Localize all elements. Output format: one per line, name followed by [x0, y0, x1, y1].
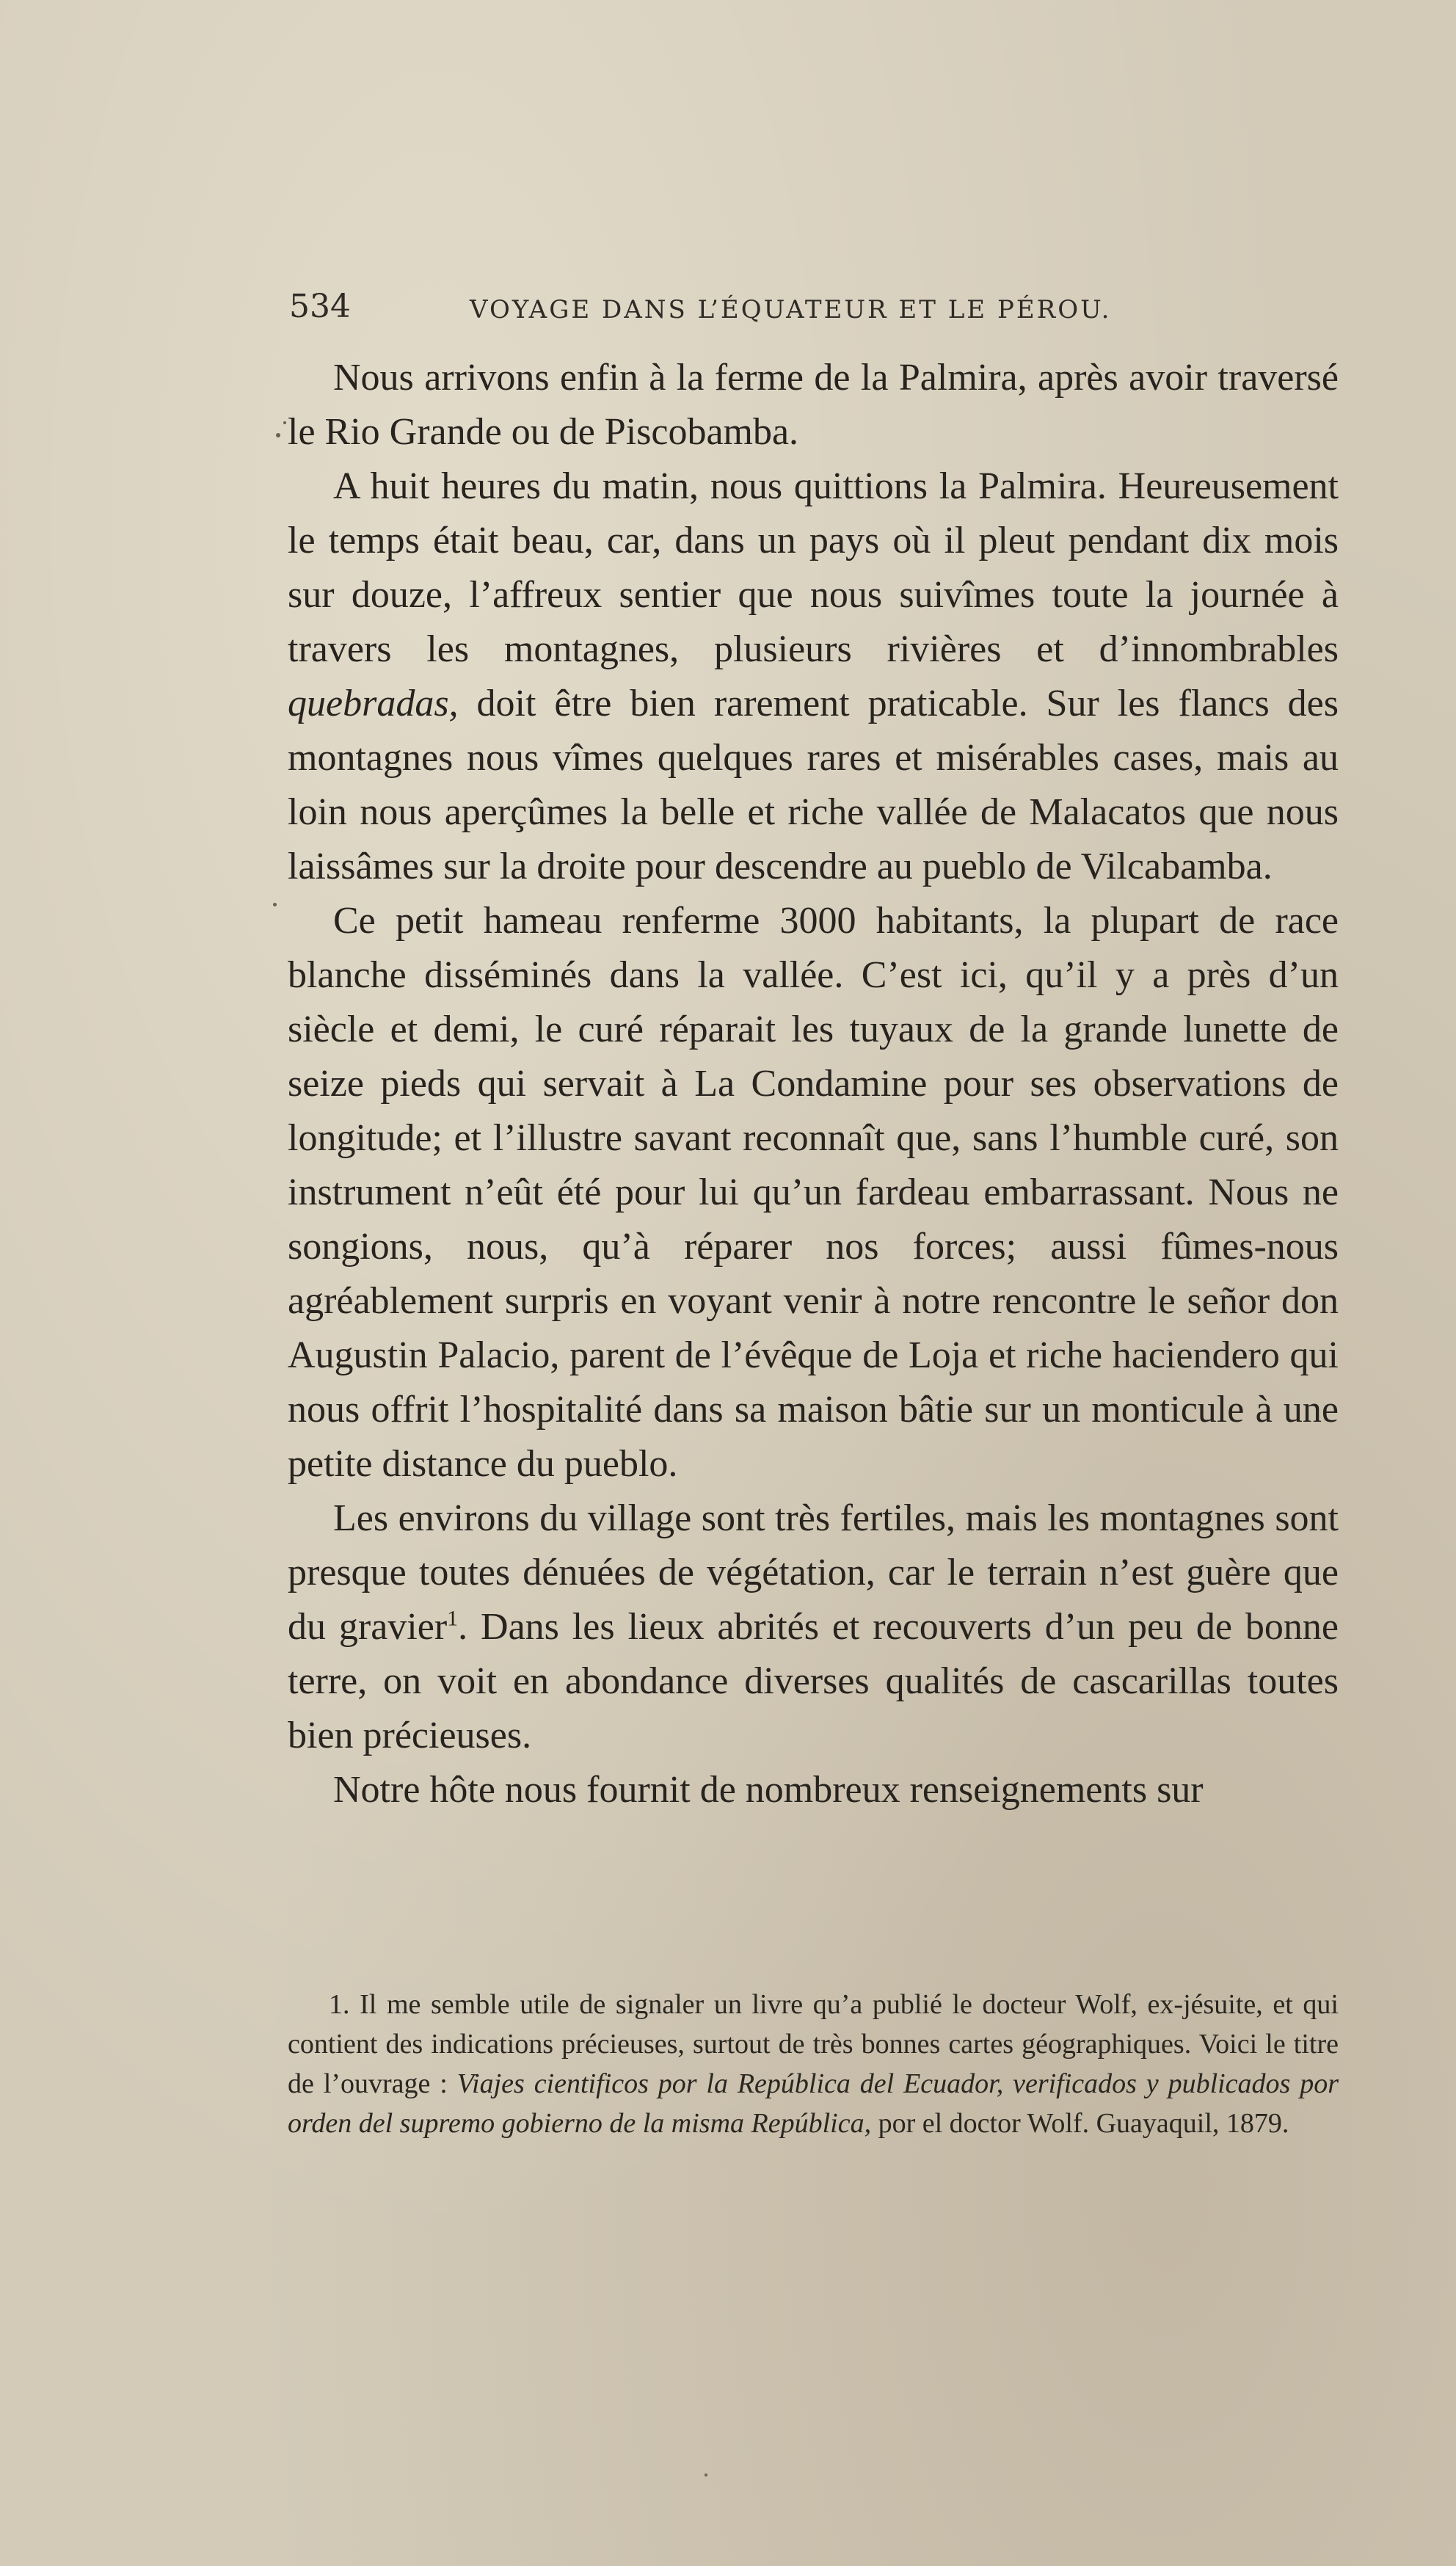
- paragraph-2: [288, 459, 1339, 894]
- paper-speck: [705, 2474, 707, 2476]
- paragraph-5: Notre hôte nous fournit de nombreux renseignements sur: [333, 1769, 1204, 1811]
- page-number: 534: [289, 288, 351, 325]
- paper-speck: [273, 903, 277, 906]
- footnote-text: Il me semble utile de signaler un livre qu’a publié le docteur Wolf, ex-jésuite, et qui contient des indications précieuses, surtout de très bonnes cartes géographiques. Voici le titre de l’ouvrage :: [288, 1989, 1339, 2099]
- main-text: [288, 351, 1339, 1817]
- footnote-area: [288, 1985, 1339, 2143]
- footnote-text-end: por el doctor Wolf. Guayaquil, 1879.: [871, 2108, 1289, 2139]
- italic-term-quebradas: quebradas,: [288, 683, 459, 724]
- paragraph-2-text: A huit heures du matin, nous quittions la Palmira. Heureusement le temps était beau, car, dans un pays où il pleut pendant dix mois sur douze, l’affreux sentier que nous suivîmes toute la journée à travers les montagnes, plusieurs rivières et d’innombrables: [288, 465, 1339, 670]
- paragraph-2-continued: doit être bien rarement praticable. Sur les flancs des montagnes nous vîmes quelques rares et misérables cases, mais au loin nous aperçûmes la belle et riche vallée de Malacatos que nous laissâmes sur la droite pour descendre au pueblo de Vilcabamba.: [288, 683, 1339, 887]
- paper-speck: [276, 433, 280, 437]
- footnote-reference: 1: [447, 1606, 459, 1631]
- paper-speck: [283, 421, 286, 424]
- running-header: [289, 288, 1339, 332]
- paragraph-4: [288, 1491, 1339, 1763]
- footnote-1: [288, 1985, 1339, 2143]
- paragraph-4-text: Les environs du village sont très fertiles, mais les montagnes sont presque toutes dénuées de végétation, car le terrain n’est guère que du gravier: [288, 1497, 1339, 1648]
- paragraph-4-continued: . Dans les lieux abrités et recouverts d’un peu de bonne terre, on voit en abondance diverses qualités de cascarillas toutes bien précieuses.: [288, 1606, 1339, 1756]
- running-title: VOYAGE DANS L’ÉQUATEUR ET LE PÉROU.: [470, 295, 1112, 324]
- footnote-book-title: Viajes cientificos por la República del Ecuador, verificados y publicados por orden del supremo gobierno de la misma República,: [288, 2068, 1339, 2139]
- paragraph-3: Ce petit hameau renferme 3000 habitants, la plupart de race blanche disséminés dans la vallée. C’est ici, qu’il y a près d’un siècle et demi, le curé réparait les tuyaux de la grande lunette de seize pieds qui servait à La Condamine pour ses observations de longitude; et l’illustre savant reconnaît que, sans l’humble curé, son instrument n’eût été pour lui qu’un fardeau embarrassant. Nous ne songions, nous, qu’à réparer nos forces; aussi fûmes-nous agréablement surpris en voyant venir à notre rencontre le señor don Augustin Palacio, parent de l’évêque de Loja et riche haciendero qui nous offrit l’hospitalité dans sa maison bâtie sur un monticule à une petite distance du pueblo.: [288, 900, 1339, 1485]
- paragraph-1: Nous arrivons enfin à la ferme de la Palmira, après avoir traversé le Rio Grande ou de Piscobamba.: [288, 357, 1339, 453]
- footnote-marker: 1.: [329, 1989, 350, 2020]
